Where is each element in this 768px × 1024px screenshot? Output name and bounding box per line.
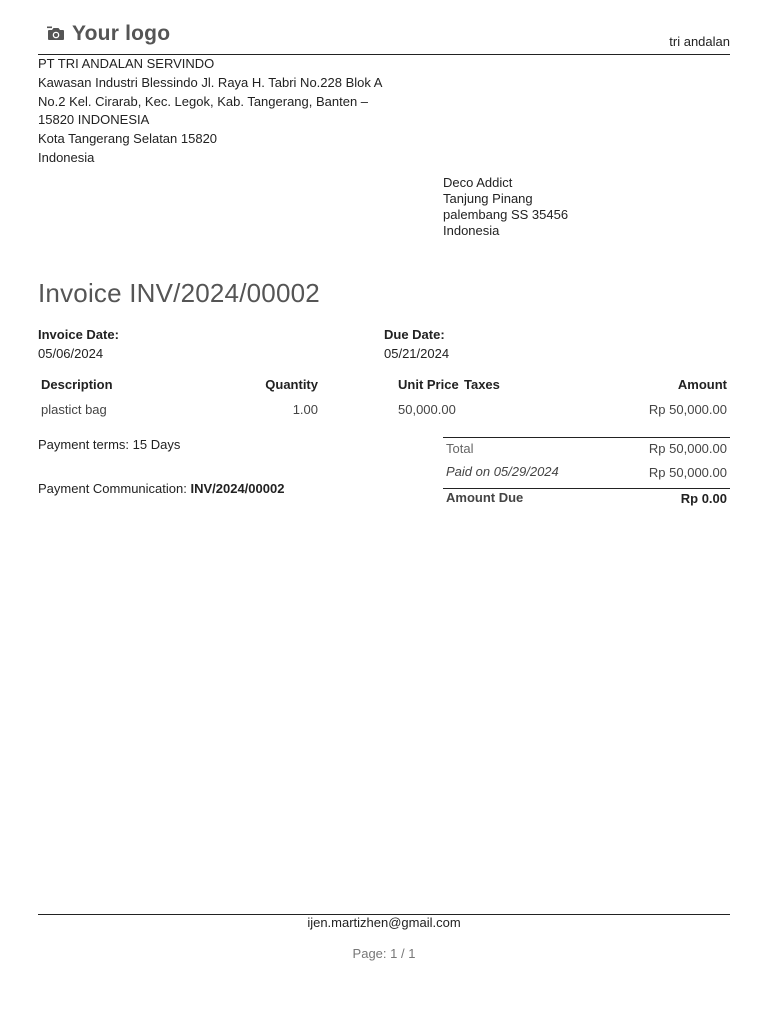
- payment-terms: Payment terms: 15 Days: [38, 437, 181, 452]
- invoice-title: Invoice INV/2024/00002: [38, 278, 320, 308]
- payment-communication: [38, 481, 284, 496]
- company-name: PT TRI ANDALAN SERVINDO: [38, 56, 215, 71]
- amount-due-value: Rp 0.00: [680, 491, 727, 506]
- footer-email: ijen.martizhen@gmail.com: [307, 915, 461, 930]
- amount-due-label: Amount Due: [446, 490, 524, 505]
- paid-value: Rp 50,000.00: [648, 465, 727, 480]
- camera-icon: [46, 24, 66, 44]
- invoice-date-label: Invoice Date:: [38, 327, 119, 342]
- company-address: [38, 55, 398, 168]
- company-country: Indonesia: [38, 149, 95, 165]
- customer-address-line: Tanjung Pinang: [443, 191, 533, 206]
- line-amount: Rp 50,000.00: [648, 402, 727, 417]
- column-header-quantity: Quantity: [265, 377, 318, 392]
- column-header-unit-price: Unit Price: [398, 377, 459, 392]
- invoice-date-value: 05/06/2024: [38, 346, 104, 361]
- column-header-taxes: Taxes: [464, 377, 500, 392]
- company-address-line: Kota Tangerang Selatan 15820: [38, 131, 218, 147]
- due-date-label: Due Date:: [384, 327, 445, 342]
- amount-due-divider: [443, 488, 730, 489]
- company-address-line: 15820 INDONESIA: [38, 112, 150, 128]
- customer-name: Deco Addict: [443, 175, 513, 190]
- invoice-page: [38, 0, 730, 1024]
- payment-communication-value: INV/2024/00002: [190, 481, 285, 496]
- line-unit-price: 50,000.00: [398, 402, 456, 417]
- column-header-description: Description: [41, 377, 113, 392]
- totals-top-divider: [443, 437, 730, 438]
- company-address-line: Kawasan Industri Blessindo Jl. Raya H. Tabri No.228 Blok A: [38, 74, 383, 90]
- company-address-line: No.2 Kel. Cirarab, Kec. Legok, Kab. Tangerang, Banten –: [38, 93, 369, 109]
- customer-country: Indonesia: [443, 223, 500, 238]
- company-logo: [46, 22, 170, 46]
- line-quantity: 1.00: [292, 402, 318, 417]
- due-date-value: 05/21/2024: [384, 346, 450, 361]
- customer-address: [443, 175, 568, 239]
- payment-communication-label: Payment Communication:: [38, 481, 187, 496]
- company-tagline: tri andalan: [669, 34, 730, 49]
- logo-text: Your logo: [72, 22, 171, 45]
- customer-address-line: palembang SS 35456: [443, 207, 569, 222]
- page-number: Page: 1 / 1: [352, 946, 416, 961]
- column-header-amount: Amount: [677, 377, 727, 392]
- line-description: plastict bag: [41, 402, 107, 417]
- total-value: Rp 50,000.00: [648, 441, 727, 456]
- total-label: Total: [446, 441, 474, 456]
- paid-on-label: Paid on 05/29/2024: [446, 464, 559, 479]
